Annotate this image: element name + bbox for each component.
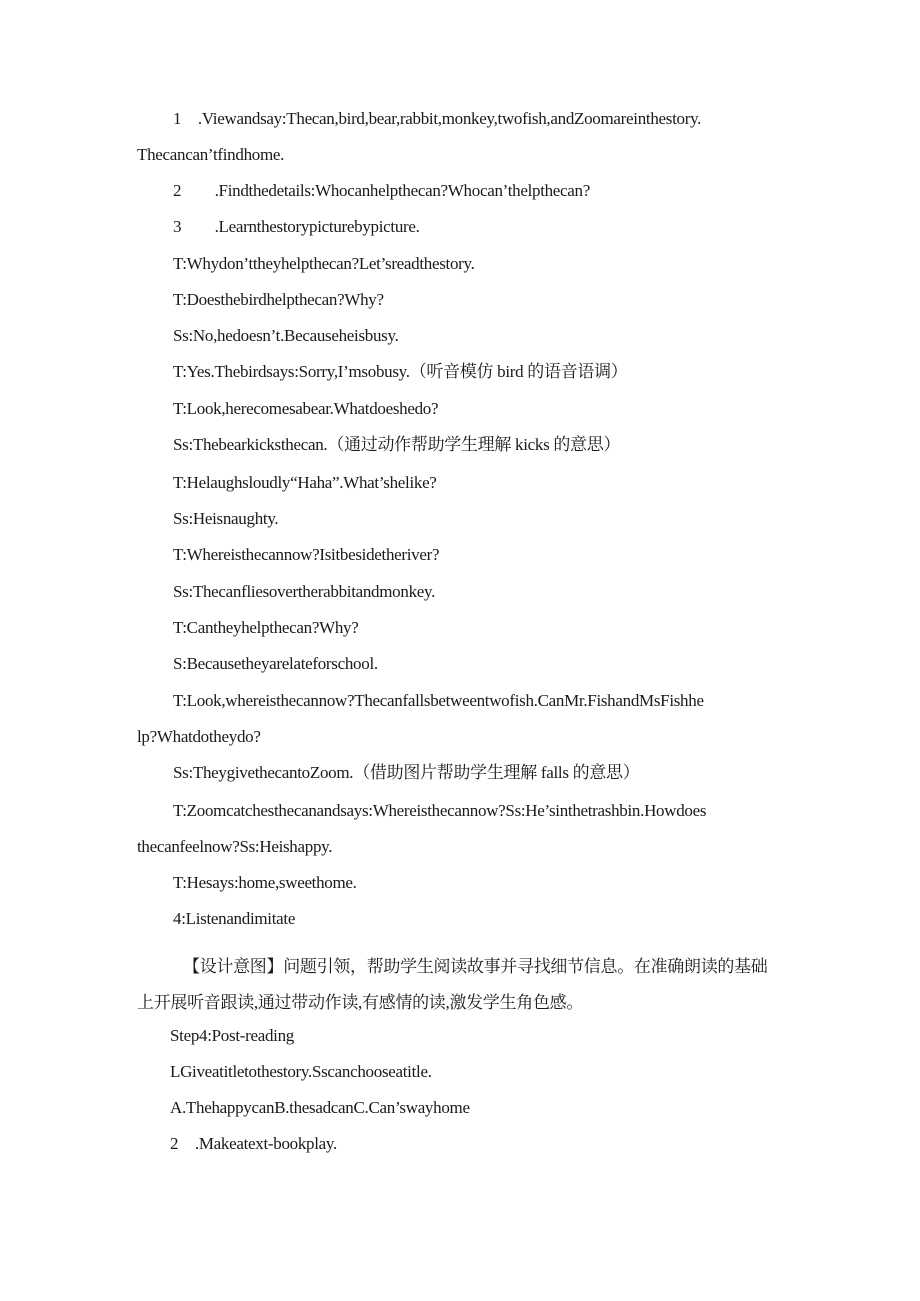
text-line-14: Ss:Thecanfliesovertherabbitandmonkey. xyxy=(173,582,436,601)
text-line-27: LGiveatitletothestory.Sscanchooseatitle. xyxy=(170,1062,432,1081)
text-line-17: T:Look,whereisthecannow?Thecanfallsbetweentwofish.CanMr.FishandMsFishhe xyxy=(173,691,704,710)
design-intent-line-2: 上开展听音跟读,通过带动作读,有感情的读,激发学生角色感。 xyxy=(137,993,584,1012)
text-line-21: thecanfeelnow?Ss:Heishappy. xyxy=(137,837,333,856)
text-line-10: Ss:Thebearkicksthecan.（通过动作帮助学生理解 kicks 的意思） xyxy=(173,435,621,454)
text-line-11: T:Helaughsloudly“Haha”.What’shelike? xyxy=(173,473,437,492)
text-line-1: 1 .Viewandsay:Thecan,bird,bear,rabbit,monkey,twofish,andZoomareinthestory. xyxy=(173,109,702,128)
design-intent-line-1: 【设计意图】问题引领，帮助学生阅读故事并寻找细节信息。在准确朗读的基础 xyxy=(183,957,768,976)
step4-heading: Step4:Post-reading xyxy=(170,1026,294,1045)
text-line-15: T:Cantheyhelpthecan?Why? xyxy=(173,618,359,637)
text-line-7: Ss:No,hedoesn’t.Becauseheisbusy. xyxy=(173,326,399,345)
text-line-16: S:Becausetheyarelateforschool. xyxy=(173,654,378,673)
text-line-6: T:Doesthebirdhelpthecan?Why? xyxy=(173,290,384,309)
text-line-19: Ss:TheygivethecantoZoom.（借助图片帮助学生理解 falls 的意思） xyxy=(173,763,640,782)
text-line-8: T:Yes.Thebirdsays:Sorry,I’msobusy.（听音模仿 bird 的语音语调） xyxy=(173,362,628,381)
text-line-12: Ss:Heisnaughty. xyxy=(173,509,279,528)
text-line-5: T:Whydon’ttheyhelpthecan?Let’sreadthestory. xyxy=(173,254,475,273)
text-line-20: T:Zoomcatchesthecanandsays:Whereisthecannow?Ss:He’sinthetrashbin.Howdoes xyxy=(173,801,707,820)
text-line-4: 3 .Learnthestorypicturebypicture. xyxy=(173,217,420,236)
text-line-9: T:Look,herecomesabear.Whatdoeshedo? xyxy=(173,399,439,418)
text-line-3: 2 .Findthedetails:Whocanhelpthecan?Whocan’thelpthecan? xyxy=(173,181,590,200)
text-line-13: T:Whereisthecannow?Isitbesidetheriver? xyxy=(173,545,440,564)
text-line-22: T:Hesays:home,sweethome. xyxy=(173,873,357,892)
text-line-18: lp?Whatdotheydo? xyxy=(137,727,261,746)
text-line-2: Thecancan’tfindhome. xyxy=(137,145,285,164)
text-line-23: 4:Listenandimitate xyxy=(173,909,296,928)
text-line-28: A.ThehappycanB.thesadcanC.Can’swayhome xyxy=(170,1098,470,1117)
text-line-29: 2 .Makeatext-bookplay. xyxy=(170,1134,337,1153)
